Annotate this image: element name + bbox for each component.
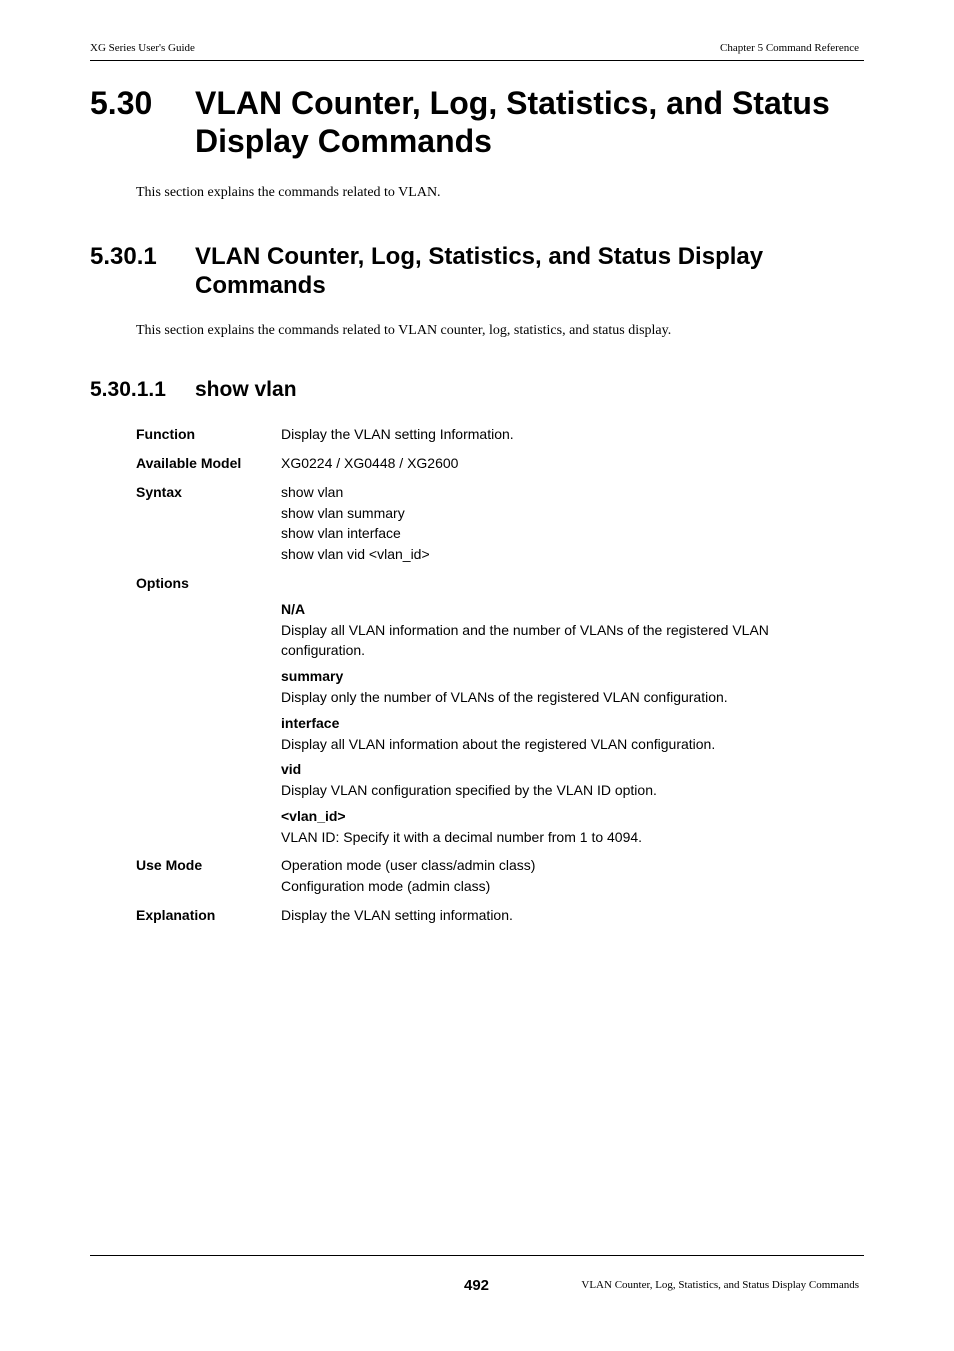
option-desc: configuration. [281,642,366,658]
option-summary [281,666,821,707]
syntax-line: show vlan interface [281,525,401,541]
page-header [90,42,864,61]
option-desc: Display VLAN configuration specified by the VLAN ID option. [281,781,657,798]
syntax-line: show vlan summary [281,504,405,521]
subsection-number: 5.30.1 [90,243,157,270]
section-number: 5.30 [90,85,153,121]
use-mode-line: Configuration mode (admin class) [281,877,491,894]
option-desc: Display all VLAN information and the number of VLANs of the registered VLAN [281,621,769,638]
option-vid [281,759,821,800]
model-value: XG0224 / XG0448 / XG2600 [281,455,459,471]
header-guide-title: XG Series User's Guide [90,42,195,54]
section-intro: This section explains the commands related to VLAN. [136,185,441,200]
syntax-line: show vlan [281,484,344,500]
page-number: 492 [464,1277,490,1294]
option-name: N/A [281,601,306,617]
use-mode-line: Operation mode (user class/admin class) [281,857,536,873]
syntax-line: show vlan vid <vlan_id> [281,545,430,562]
option-na [281,599,821,661]
function-label: Function [136,426,196,442]
option-name: <vlan_id> [281,808,346,824]
option-name: interface [281,715,340,731]
use-mode-label: Use Mode [136,857,203,873]
header-chapter: Chapter 5 Command Reference [720,42,859,54]
command-title: show vlan [195,378,297,401]
explanation-value: Display the VLAN setting information. [281,907,513,923]
section-title: VLAN Counter, Log, Statistics, and Status Display Commands [195,85,830,159]
explanation-label: Explanation [136,907,216,923]
option-name: summary [281,668,344,684]
subsection-title: VLAN Counter, Log, Statistics, and Status Display Commands [195,243,764,299]
subsection-intro: This section explains the commands related to VLAN counter, log, statistics, and status display. [136,323,672,338]
syntax-label: Syntax [136,484,182,500]
syntax-list [281,482,821,564]
option-desc: Display only the number of VLANs of the registered VLAN configuration. [281,688,728,705]
option-vlan-id [281,806,821,847]
footer-divider [90,1255,864,1256]
option-name: vid [281,761,302,777]
command-number: 5.30.1.1 [90,378,166,401]
option-desc: VLAN ID: Specify it with a decimal number from 1 to 4094. [281,828,643,845]
use-mode-list [281,855,821,896]
options-label: Options [136,575,189,591]
option-desc: Display all VLAN information about the registered VLAN configuration. [281,735,716,752]
function-value: Display the VLAN setting Information. [281,426,514,442]
model-label: Available Model [136,455,242,471]
option-interface [281,713,821,754]
footer-section-title: VLAN Counter, Log, Statistics, and Status Display Commands [581,1279,859,1291]
